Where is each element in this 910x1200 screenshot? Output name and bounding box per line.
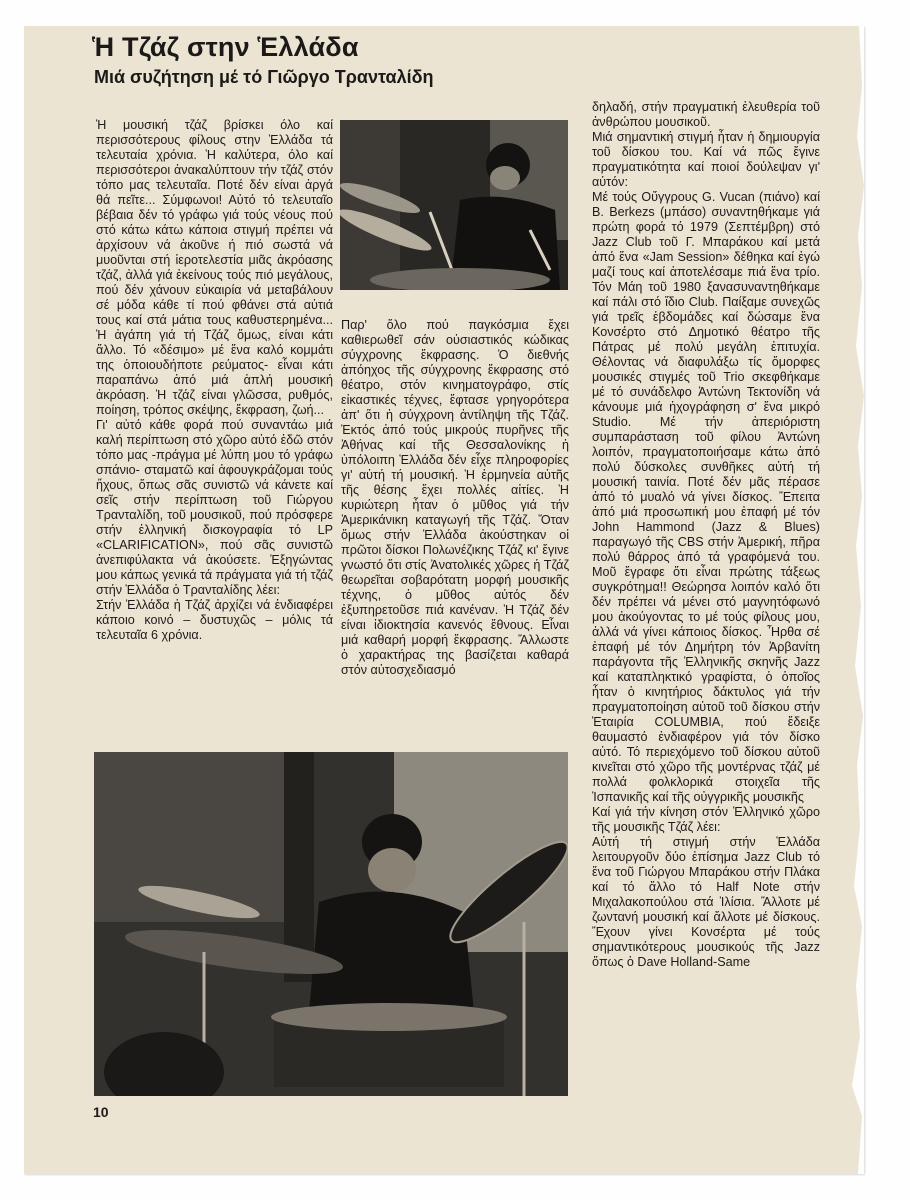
photo-drummer-small <box>340 120 568 290</box>
text-column-2 <box>341 318 569 728</box>
paragraph: Αὐτή τή στιγμή στήν Ἑλλάδα λειτουργοῦν δύο ἐπίσημα Jazz Club τό ἕνα τοῦ Γιώργου Μπαράκου στήν Πλάκα καί τό ἄλλο τό Half Note στήν Μιχαλακοπούλου στά Ἰλίσια. Ἄλλοτε μέ ζωντανή μουσική καί ἄλλοτε μέ δίσκους. Ἔχουν γίνει Κονσέρτα μέ τούς σημαντικότερους μουσικούς τῆς Jazz ὅπως ὁ Dave Holland-Same <box>592 835 820 969</box>
paragraph: Παρ' ὅλο πού παγκόσμια ἔχει καθιερωθεῖ σάν οὐσιαστικός κώδικας σύγχρονης ἔκφρασης. Ὁ διεθνής ἀπόηχος τῆς σύγχρονης ἔκφρασης στό θέατρο, στόν κινηματογράφο, στίς εἰκαστικές τέχνες, ἔφτασε γρηγορότερα ἀπ' ὅτι ἡ σύγχρονη ἀντίληψη τῆς Τζάζ. Ἐκτός ἀπό τούς μικρούς πυρῆνες τῆς Ἀθήνας καί τῆς Θεσσαλονίκης ἡ ὑπόλοιπη Ἑλλάδα δέν εἶχε πληροφορίες γι' αὐτή τή μουσική. Ἡ ἑρμηνεία αὐτῆς τῆς θέσης ἔχει πολλές αἰτίες. Ἡ κυριώτερη ἦταν ὁ μῦθος γιά τήν Ἀμερικάνικη καταγωγή τῆς Τζάζ. Ὅταν ὅμως στήν Ἑλλάδα ἀκούστηκαν οἱ πρῶτοι δίσκοι Πολωνέζικης Τζάζ κι' ἔγινε γνωστό ὅτι στίς Ἀνατολικές χῶρες ἡ Τζάζ θεωρεῖται σοβαρότατη μορφή μουσικῆς τέχνης, ὁ μῦθος αὐτός δέν ἐξυπηρετοῦσε πιά κανέναν. Ἡ Τζάζ δέν είναι ἰδιοκτησία κανενός ἔθνους. Εἶναι μιά καθαρή μορφή ἔκφρασης. Ἄλλωστε ὁ χαρακτήρας της βασίζεται καθαρά στόν αὐτοσχεδιασμό <box>341 318 569 677</box>
article-title: Ἡ Τζάζ στην Ἑλλάδα <box>92 32 359 62</box>
paragraph: Γι' αὐτό κάθε φορά πού συναντάω μιά καλή περίπτωση στό χῶρο αὐτό ἐδῶ στόν τόπο μας -πράγμα μέ λύπη μου τό γράφω σπάνιο- σταματῶ καί ἀφουγκράζομαι τούς ἤχους, ὅπως σᾶς συνιστῶ νά κάνετε καί σεῖς στήν περίπτωση τοῦ Γιώργου Τρανταλίδη, τοῦ μουσικοῦ, πού πρόσφερε στήν ἑλληνική δισκογραφία τό LP «CLARIFICATION», πού σᾶς συνιστῶ ἀνεπιφύλακτα νά ἀκούσετε. Ἐξηγώντας μου κάπως γενικά τά πράγματα γιά τή τζάζ στήν Ἑλλάδα ὁ Τρανταλίδης λέει: <box>96 418 333 597</box>
text-column-1 <box>96 118 333 724</box>
article-subtitle: Μιά συζήτηση μέ τό Γιῶργο Τρανταλίδη <box>94 67 434 87</box>
photo-drummer-large <box>94 752 568 1096</box>
page-number: 10 <box>93 1104 109 1120</box>
paragraph: Στήν Ἑλλάδα ἡ Τζάζ ἀρχίζει νά ἐνδιαφέρει κάποιο κοινό – δυστυχῶς – μόλις τά τελευταῖα 6 χρόνια. <box>96 598 333 642</box>
torn-edge <box>840 26 864 1174</box>
paragraph: δηλαδή, στήν πραγματική ἐλευθερία τοῦ ἀνθρώπου μουσικοῦ. <box>592 100 820 129</box>
paragraph: Ἡ μουσική τζάζ βρίσκει όλο καί περισσότερους φίλους στην Ἑλλάδα τά τελευταία χρόνια. Ἡ καλύτερα, όλο καί περισσότεροι ἀνακαλύπτουν τήν τζάζ στόν τόπο μας τελευταῖα. Ποτέ δέν είναι ἀργά θά πεῖτε... Σύμφωνοι! Αὐτό τό τελευταῖο βέβαια δέν τό γράφω γιά τούς νέους πού στό κάτω κάτω κάποια στιγμή πρέπει νά ἀρχίσουν νά ἀκοῦνε ή πιό σωστά νά μυοῦνται στή ἱεροτελεστία μιᾶς ἀκρόασης τζάζ, ἀλλά γιά ἐκείνους τούς πιό μεγάλους, πού δέν χάνουν εὐκαιρία νά μεταβάλουν σέ μόδα κάθε τί πού φθάνει στά αὐτιά τους καί στά μάτια τους καθυστερημένα... Ἡ ἀγάπη γιά τή Τζάζ ὅμως, είναι κάτι ἄλλο. Τό «δέσιμο» μέ ἕνα καλό κομμάτι της ὁποιουδήποτε ρεύματος- εἶναι κάτι παραπάνω ἀπό μιά ἁπλή μουσική ἀκρόαση. Ἡ τζάζ είναι γλῶσσα, ρυθμός, ποίηση, τρόπος σκέψης, ἔκφραση, ζωή... <box>96 118 333 417</box>
text-column-3 <box>592 100 820 1100</box>
paragraph: Καί γιά τήν κίνηση στόν Ἑλληνικό χῶρο τῆς μουσικῆς Τζάζ λέει: <box>592 805 820 834</box>
paragraph: Μιά σημαντική στιγμή ἦταν ἡ δημιουργία τοῦ δίσκου του. Καί νά πῶς ἔγινε πραγματικότητα καί ποιοί δούλεψαν γι' αὐτόν: <box>592 130 820 189</box>
paragraph: Μέ τούς Οὔγγρους G. Vucan (πιάνο) καί B. Berkezs (μπάσο) συναντηθήκαμε γιά πρώτη φορά τό 1979 (Σεπτέμβρη) στό Jazz Club τοῦ Γ. Μπαράκου καί μετά ἀπό ἕνα «Jam Session» δέθηκα καί ἐγώ μαζί τους καί ἀποτελέσαμε πιά ἕνα τρίο. Τόν Μάη τοῦ 1980 ξανασυναντηθήκαμε καί πάλι στό ἴδιο Club. Παίξαμε συνεχῶς γιά τρεῖς ἑβδομάδες καί δώσαμε ἕνα Κονσέρτο στό Δημοτικό θέατρο τῆς Πάτρας μέ πολύ μεγάλη ἐπιτυχία. Θέλοντας νά διαφυλάξω τίς ὄμορφες μουσικές στιγμές τοῦ Trio σκεφθήκαμε μέ τό συνάδελφο Ἀντώνη Τεκτονίδη νά κάνουμε μιά ἠχογράφηση σ' ἕνα μικρό Studio. Μέ τήν ἀπεριόριστη συμπαράσταση τοῦ φίλου Ἀντώνη λοιπόν, πραγματοποιήσαμε κάτω ἀπό πολύ δύσκολες συνθῆκες αὐτή τή μουσική ταινία. Ποτέ δέν μᾶς πέρασε ἀπό τό μυαλό νά γίνει δίσκος. Ἔπειτα ἀπό μιά προσωπική μου ἐπαφή μέ τόν John Hammond (Jazz & Blues) παραγωγό τῆς CBS στήν Ἀμερική, πῆρα πολύ θάρρος ἀπό τά γραφόμενά του. Μοῦ ἔγραφε ὅτι εἶναι πρώτης τάξεως συγκρότημα!! Θεώρησα λοιπόν καλό ὅτι δέν πρέπει νά μένει στό μαγνητόφωνό μου ἀκούγοντας το μέ τούς φίλους μου, ἀλλά νά γίνει κάποιος δίσκος. Ἦρθα σέ ἐπαφή μέ τόν Δημήτρη τόν Ἀρβανίτη παράγοντα τῆς Ἑλληνικῆς σκηνῆς Jazz καί καταπληκτικό γραφίστα, ὁ ὁποῖος ἦταν ὁ κινητήριος δάκτυλος γιά τήν πραγματοποίηση αὐτοῦ τοῦ δίσκου στήν Ἑταιρία COLUMBIA, πού ἔδειξε θαυμαστό ἐνδιαφέρον γιά τόν δίσκο αὐτό. Τό περιεχόμενο τοῦ δίσκου αὐτοῦ κινεῖται στό χῶρο τῆς μοντέρνας τζάζ μέ πολλά φολκλορικά στοιχεῖα τῆς Ἰσπανικῆς καί τῆς οὐγγρικῆς μουσικῆς <box>592 190 820 804</box>
